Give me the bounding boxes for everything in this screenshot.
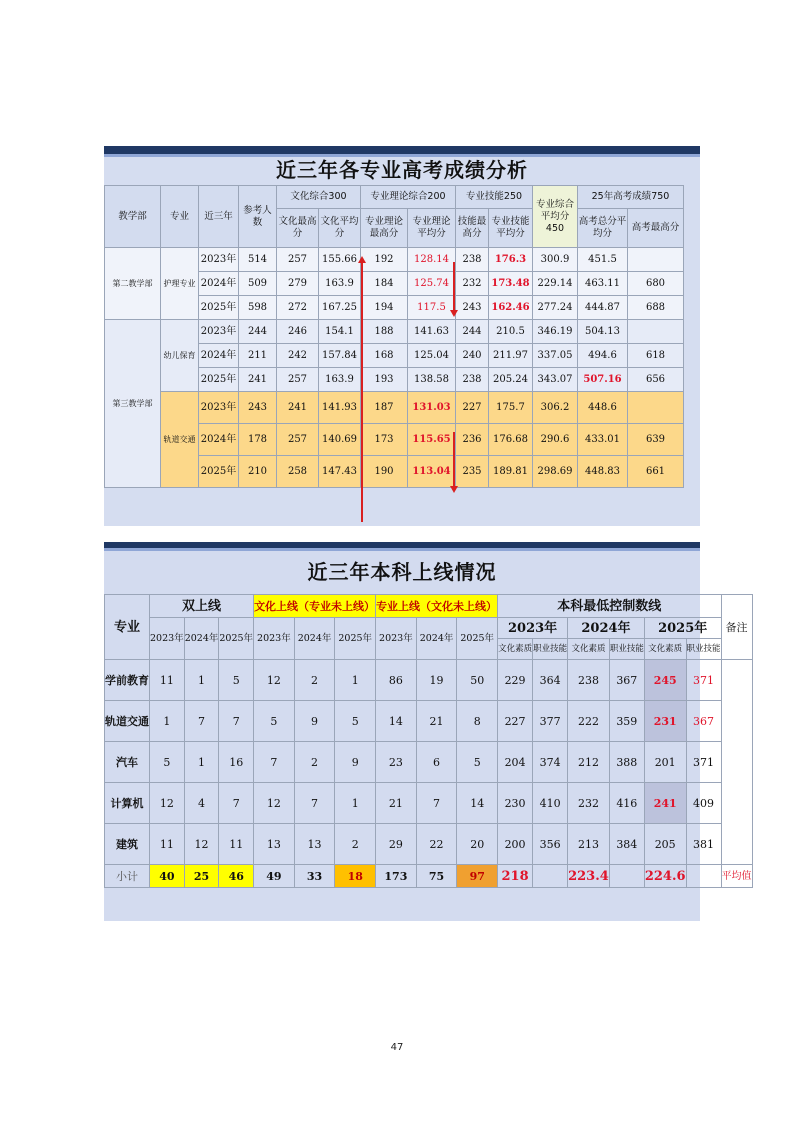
cell: 204 (498, 742, 533, 783)
cell: 371 (686, 742, 721, 783)
cell: 14 (457, 783, 498, 824)
header-dept: 教学部 (105, 186, 161, 248)
header-sub: 文化素质 (568, 639, 610, 660)
cell: 241 (644, 783, 686, 824)
cell: 656 (628, 368, 684, 392)
header-theory-avg: 专业理论平均分 (408, 209, 456, 248)
cell: 346.19 (533, 320, 578, 344)
header-year: 2024年 (294, 618, 335, 660)
major-cell: 幼儿保育 (161, 320, 199, 392)
header-bar-accent (104, 548, 700, 551)
cell: 433.01 (578, 424, 628, 456)
cell (628, 392, 684, 424)
cell: 131.03 (408, 392, 456, 424)
cell (628, 320, 684, 344)
score-analysis-panel (104, 146, 700, 526)
total-cell: 75 (416, 865, 457, 888)
cell: 210 (239, 456, 277, 488)
cell: 5 (219, 660, 254, 701)
cell: 86 (376, 660, 417, 701)
header-year: 近三年 (199, 186, 239, 248)
cell: 235 (456, 456, 489, 488)
cell: 147.43 (319, 456, 361, 488)
cell: 5 (150, 742, 185, 783)
cell: 154.1 (319, 320, 361, 344)
trend-arrow-down (453, 262, 455, 312)
cell: 200 (498, 824, 533, 865)
cell: 241 (239, 368, 277, 392)
cell: 21 (376, 783, 417, 824)
cell (628, 248, 684, 272)
total-label: 小计 (105, 865, 150, 888)
cell: 364 (533, 660, 568, 701)
cell: 193 (361, 368, 408, 392)
cell: 115.65 (408, 424, 456, 456)
cell: 5 (254, 701, 295, 742)
header-year: 2023年 (254, 618, 295, 660)
header-y25-avg: 高考总分平均分 (578, 209, 628, 248)
cell: 7 (416, 783, 457, 824)
cell: 125.74 (408, 272, 456, 296)
cell: 14 (376, 701, 417, 742)
header-sub: 职业技能 (686, 639, 721, 660)
avg-note: 平均值 (721, 865, 752, 888)
cell: 232 (568, 783, 610, 824)
cell: 20 (457, 824, 498, 865)
cell: 410 (533, 783, 568, 824)
cell: 451.5 (578, 248, 628, 272)
cell: 22 (416, 824, 457, 865)
cell: 507.16 (578, 368, 628, 392)
row-major: 轨道交通 (105, 701, 150, 742)
cell: 29 (376, 824, 417, 865)
cell: 416 (609, 783, 644, 824)
cell: 205 (644, 824, 686, 865)
header-control-line: 本科最低控制数线 (498, 595, 722, 618)
cell: 9 (294, 701, 335, 742)
cell: 246 (277, 320, 319, 344)
cell: 598 (239, 296, 277, 320)
cell: 242 (277, 344, 319, 368)
header-year: 2023年 (376, 618, 417, 660)
cell: 7 (294, 783, 335, 824)
cell: 12 (184, 824, 219, 865)
cell: 2 (294, 660, 335, 701)
cell: 222 (568, 701, 610, 742)
cell: 194 (361, 296, 408, 320)
cell: 231 (644, 701, 686, 742)
row-major: 建筑 (105, 824, 150, 865)
total-cell: 25 (184, 865, 219, 888)
cell: 11 (219, 824, 254, 865)
cell: 257 (277, 368, 319, 392)
header-theory-group: 专业理论综合200 (361, 186, 456, 209)
total-cell: 97 (457, 865, 498, 888)
cell: 173.48 (489, 272, 533, 296)
cell: 509 (239, 272, 277, 296)
undergrad-admission-table (104, 594, 753, 888)
cell: 6 (416, 742, 457, 783)
cell: 2024年 (199, 424, 239, 456)
cell: 236 (456, 424, 489, 456)
cell: 374 (533, 742, 568, 783)
cell: 300.9 (533, 248, 578, 272)
cell: 178 (239, 424, 277, 456)
cell: 173 (361, 424, 408, 456)
cell: 213 (568, 824, 610, 865)
cell: 11 (150, 824, 185, 865)
cell: 175.7 (489, 392, 533, 424)
cell: 11 (150, 660, 185, 701)
cell: 192 (361, 248, 408, 272)
avg-blank (686, 865, 721, 888)
cell: 258 (277, 456, 319, 488)
cell: 244 (456, 320, 489, 344)
header-skill-max: 技能最高分 (456, 209, 489, 248)
header-note: 备注 (721, 595, 752, 660)
cell: 229.14 (533, 272, 578, 296)
cell: 227 (456, 392, 489, 424)
cell: 1 (150, 701, 185, 742)
header-count: 参考人数 (239, 186, 277, 248)
cell: 245 (644, 660, 686, 701)
arrowhead-up-icon (358, 256, 366, 263)
total-cell: 18 (335, 865, 376, 888)
avg-2023: 218 (498, 865, 533, 888)
cell: 155.66 (319, 248, 361, 272)
row-major: 学前教育 (105, 660, 150, 701)
cell: 2025年 (199, 456, 239, 488)
avg-2025: 224.6 (644, 865, 686, 888)
dept-cell: 第三教学部 (105, 320, 161, 488)
cell: 227 (498, 701, 533, 742)
page-number: 47 (390, 1042, 404, 1053)
cell: 50 (457, 660, 498, 701)
major-cell: 护理专业 (161, 248, 199, 320)
cell: 384 (609, 824, 644, 865)
cell: 272 (277, 296, 319, 320)
trend-arrow-down (453, 432, 455, 488)
cell: 367 (609, 660, 644, 701)
cell: 16 (219, 742, 254, 783)
cell: 337.05 (533, 344, 578, 368)
row-major: 汽车 (105, 742, 150, 783)
cell: 494.6 (578, 344, 628, 368)
arrowhead-down-icon (450, 310, 458, 317)
cell: 125.04 (408, 344, 456, 368)
cell: 7 (219, 783, 254, 824)
cell: 257 (277, 248, 319, 272)
cell: 444.87 (578, 296, 628, 320)
total-cell: 49 (254, 865, 295, 888)
cell: 157.84 (319, 344, 361, 368)
cell: 2 (294, 742, 335, 783)
avg-blank (609, 865, 644, 888)
cell: 13 (294, 824, 335, 865)
cell: 371 (686, 660, 721, 701)
cell: 244 (239, 320, 277, 344)
cell: 298.69 (533, 456, 578, 488)
cell: 381 (686, 824, 721, 865)
cell: 23 (376, 742, 417, 783)
cell: 190 (361, 456, 408, 488)
header-year: 2025年 (335, 618, 376, 660)
header-sub: 职业技能 (609, 639, 644, 660)
header-culture-only: 文化上线（专业未上线） (254, 595, 376, 618)
cell: 232 (456, 272, 489, 296)
cell: 141.93 (319, 392, 361, 424)
header-year: 2023年 (498, 618, 568, 639)
cell: 243 (239, 392, 277, 424)
header-year: 2024年 (568, 618, 645, 639)
total-cell: 33 (294, 865, 335, 888)
undergrad-admission-panel (104, 542, 752, 921)
cell: 5 (335, 701, 376, 742)
header-year: 2025年 (644, 618, 721, 639)
header-year: 2024年 (184, 618, 219, 660)
cell: 2025年 (199, 368, 239, 392)
cell: 1 (184, 742, 219, 783)
cell: 230 (498, 783, 533, 824)
cell: 279 (277, 272, 319, 296)
note-cell (721, 660, 752, 865)
cell: 367 (686, 701, 721, 742)
cell: 356 (533, 824, 568, 865)
header-sub: 职业技能 (533, 639, 568, 660)
cell: 514 (239, 248, 277, 272)
header-sub: 文化素质 (498, 639, 533, 660)
header-double: 双上线 (150, 595, 254, 618)
header-theory-max: 专业理论最高分 (361, 209, 408, 248)
cell: 238 (456, 368, 489, 392)
cell: 377 (533, 701, 568, 742)
header-y25-max: 高考最高分 (628, 209, 684, 248)
header-major-only: 专业上线（文化未上线） (376, 595, 498, 618)
cell: 1 (335, 660, 376, 701)
cell: 12 (150, 783, 185, 824)
cell: 168 (361, 344, 408, 368)
cell: 359 (609, 701, 644, 742)
cell: 162.46 (489, 296, 533, 320)
header-skill-group: 专业技能250 (456, 186, 533, 209)
cell: 211 (239, 344, 277, 368)
cell: 661 (628, 456, 684, 488)
cell: 210.5 (489, 320, 533, 344)
cell: 176.3 (489, 248, 533, 272)
cell: 189.81 (489, 456, 533, 488)
cell: 7 (254, 742, 295, 783)
cell: 2 (335, 824, 376, 865)
cell: 2024年 (199, 344, 239, 368)
total-cell: 173 (376, 865, 417, 888)
header-year: 2024年 (416, 618, 457, 660)
cell: 4 (184, 783, 219, 824)
cell: 21 (416, 701, 457, 742)
header-skill-avg: 专业技能平均分 (489, 209, 533, 248)
cell: 211.97 (489, 344, 533, 368)
cell: 12 (254, 660, 295, 701)
avg-2024: 223.4 (568, 865, 610, 888)
cell: 167.25 (319, 296, 361, 320)
cell: 2023年 (199, 392, 239, 424)
avg-blank (533, 865, 568, 888)
cell: 163.9 (319, 272, 361, 296)
cell: 639 (628, 424, 684, 456)
cell: 448.6 (578, 392, 628, 424)
header-comp-avg: 专业综合平均分450 (533, 186, 578, 248)
cell: 188 (361, 320, 408, 344)
cell: 229 (498, 660, 533, 701)
cell: 12 (254, 783, 295, 824)
cell: 9 (335, 742, 376, 783)
total-cell: 46 (219, 865, 254, 888)
cell: 2023年 (199, 248, 239, 272)
header-year: 2025年 (219, 618, 254, 660)
cell: 205.24 (489, 368, 533, 392)
header-major: 专业 (105, 595, 150, 660)
cell: 212 (568, 742, 610, 783)
cell: 7 (219, 701, 254, 742)
header-culture-group: 文化综合300 (277, 186, 361, 209)
trend-arrow-up (361, 262, 363, 522)
cell: 140.69 (319, 424, 361, 456)
cell: 8 (457, 701, 498, 742)
cell: 163.9 (319, 368, 361, 392)
cell: 5 (457, 742, 498, 783)
cell: 19 (416, 660, 457, 701)
cell: 306.2 (533, 392, 578, 424)
cell: 409 (686, 783, 721, 824)
header-major: 专业 (161, 186, 199, 248)
cell: 184 (361, 272, 408, 296)
header-culture-avg: 文化平均分 (319, 209, 361, 248)
cell: 1 (184, 660, 219, 701)
cell: 388 (609, 742, 644, 783)
cell: 113.04 (408, 456, 456, 488)
table2-title: 近三年本科上线情况 (307, 560, 497, 584)
cell: 343.07 (533, 368, 578, 392)
cell: 448.83 (578, 456, 628, 488)
cell: 290.6 (533, 424, 578, 456)
header-y25-group: 25年高考成绩750 (578, 186, 684, 209)
cell: 504.13 (578, 320, 628, 344)
cell: 238 (568, 660, 610, 701)
cell: 463.11 (578, 272, 628, 296)
cell: 243 (456, 296, 489, 320)
cell: 138.58 (408, 368, 456, 392)
dept-cell: 第二教学部 (105, 248, 161, 320)
header-bar (104, 146, 700, 154)
header-year: 2025年 (457, 618, 498, 660)
cell: 201 (644, 742, 686, 783)
cell: 117.5 (408, 296, 456, 320)
cell: 2025年 (199, 296, 239, 320)
cell: 176.68 (489, 424, 533, 456)
header-sub: 文化素质 (644, 639, 686, 660)
cell: 2023年 (199, 320, 239, 344)
cell: 240 (456, 344, 489, 368)
cell: 141.63 (408, 320, 456, 344)
cell: 618 (628, 344, 684, 368)
cell: 1 (335, 783, 376, 824)
score-analysis-table (104, 185, 684, 488)
cell: 13 (254, 824, 295, 865)
cell: 688 (628, 296, 684, 320)
cell: 187 (361, 392, 408, 424)
header-year: 2023年 (150, 618, 185, 660)
table1-title: 近三年各专业高考成绩分析 (276, 158, 528, 182)
cell: 680 (628, 272, 684, 296)
row-major: 计算机 (105, 783, 150, 824)
total-cell: 40 (150, 865, 185, 888)
cell: 241 (277, 392, 319, 424)
cell: 7 (184, 701, 219, 742)
cell: 257 (277, 424, 319, 456)
cell: 128.14 (408, 248, 456, 272)
arrowhead-down-icon (450, 486, 458, 493)
header-culture-max: 文化最高分 (277, 209, 319, 248)
cell: 2024年 (199, 272, 239, 296)
major-cell: 轨道交通 (161, 392, 199, 488)
cell: 238 (456, 248, 489, 272)
cell: 277.24 (533, 296, 578, 320)
